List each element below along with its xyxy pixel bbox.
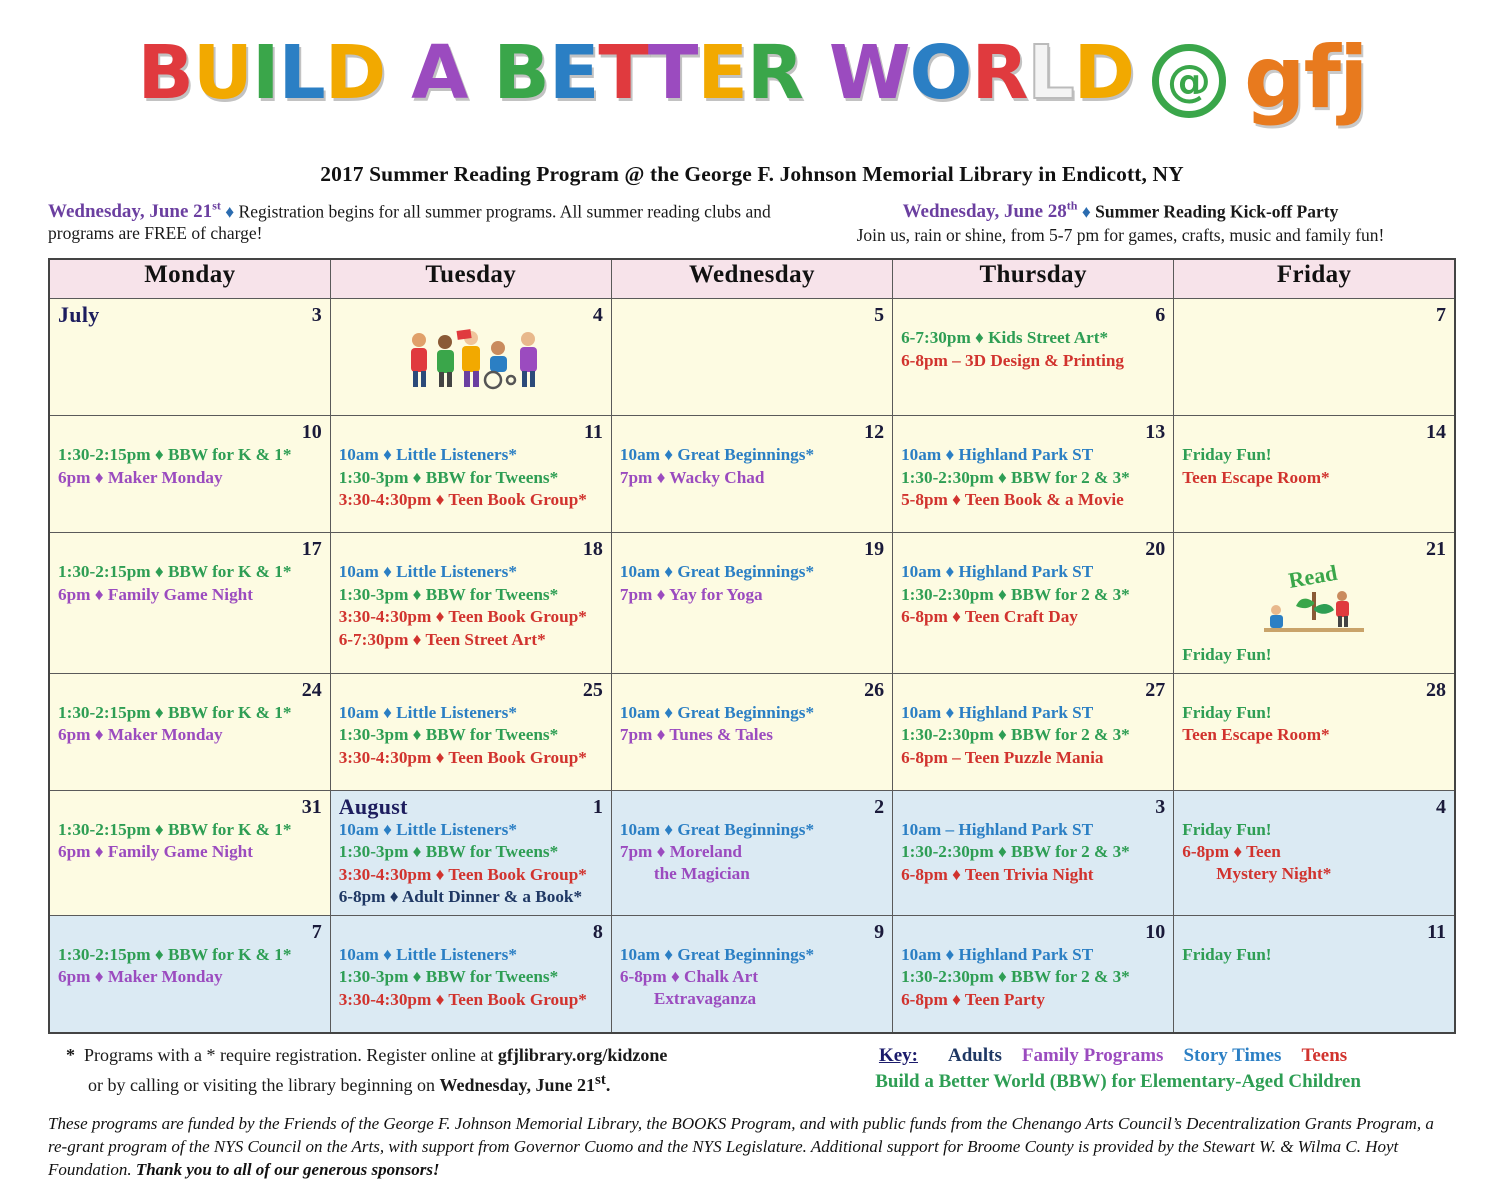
day-header [620, 796, 884, 818]
banner-letter-l-18: L [1027, 30, 1074, 116]
library-website-link[interactable]: gfjlibrary.org/kidzone [497, 1044, 668, 1065]
calendar-event: 1:30-3pm ♦ BBW for Tweens* [338, 725, 559, 745]
banner-letter-t-11: T [647, 30, 698, 116]
note-registration [48, 199, 785, 246]
calendar-day-4[interactable] [1174, 790, 1455, 915]
key-row-2: Build a Better World (BBW) for Elementary-Aged Children [875, 1070, 1361, 1092]
calendar-event: 6-8pm – 3D Design & Printing [901, 350, 1125, 370]
banner-letter-w-15: W [828, 30, 910, 116]
calendar-week-row [49, 915, 1455, 1033]
calendar-event: 1:30-3pm ♦ BBW for Tweens* [338, 842, 559, 862]
day-header [58, 421, 322, 443]
calendar-event: 3:30-4:30pm ♦ Teen Book Group* [338, 490, 587, 510]
calendar-event: 6pm ♦ Maker Monday [58, 467, 223, 487]
day-header [1182, 921, 1446, 943]
calendar-event: 1:30-2:15pm ♦ BBW for K & 1* [58, 445, 292, 465]
calendar-header-thursday: Thursday [893, 259, 1174, 299]
day-header [901, 679, 1165, 701]
diamond-icon: ♦ [225, 201, 235, 222]
calendar-event: Friday Fun! [1182, 702, 1272, 722]
calendar-day-12[interactable] [611, 416, 892, 533]
calendar-event: 7pm ♦ Yay for Yoga [619, 584, 763, 604]
day-header [338, 793, 603, 819]
registration-note [48, 1043, 780, 1098]
day-header [620, 304, 884, 326]
page-subtitle: 2017 Summer Reading Program @ the George F. Johnson Memorial Library in Endicott, NY [320, 162, 1184, 186]
day-number: 14 [1426, 421, 1446, 444]
calendar-event: Teen Escape Room* [1182, 467, 1330, 487]
banner-letter-r-17: R [971, 30, 1028, 116]
calendar-event: 6pm ♦ Maker Monday [58, 967, 223, 987]
footer-area [48, 1043, 1456, 1098]
day-number: 11 [1427, 920, 1446, 943]
day-header [339, 304, 603, 326]
note-kickoff-text: Join us, rain or shine, from 5-7 pm for games, crafts, music and family fun! [856, 225, 1385, 246]
funding-text: These programs are funded by the Friends of the George F. Johnson Memorial Library, the BOOKS Program, and with public funds from the Chenango Arts Council’s Decentralization Grants Program, a re-grant program of the NYS Council on the Arts, with support from Governor Cuomo and the NYS Legislature. Additional support for Broome County is provided by the Stewart W. & Wilma C. Hoyt Foundation. [48, 1113, 1434, 1179]
day-number: 26 [864, 678, 885, 701]
registration-note-line1: * Programs with a * require registration. Register online at gfjlibrary.org/kidzone [66, 1044, 668, 1065]
people-illustration-icon [339, 326, 603, 395]
calendar-event: 6-8pm ♦ Chalk Art Extravaganza [619, 967, 759, 1008]
calendar-header-monday: Monday [49, 259, 330, 299]
calendar-event: 7pm ♦ Tunes & Tales [619, 725, 773, 745]
calendar-event: 10am ♦ Highland Park ST [901, 445, 1094, 465]
calendar-day-7[interactable] [1174, 299, 1455, 416]
banner-letter-a-6: A [411, 30, 468, 116]
day-number: 6 [1155, 304, 1166, 327]
calendar-event: 6-8pm ♦ Adult Dinner & a Book* [338, 887, 583, 907]
calendar-event: 10am ♦ Highland Park ST [901, 562, 1094, 582]
day-header [1182, 421, 1446, 443]
day-number: 25 [582, 678, 603, 701]
day-number: 28 [1426, 678, 1446, 701]
calendar-event: 10am ♦ Great Beginnings* [619, 702, 815, 722]
calendar-event: 6-8pm ♦ Teen Party [901, 989, 1045, 1009]
calendar-event: 10am ♦ Great Beginnings* [619, 562, 815, 582]
calendar-header-row [49, 259, 1455, 299]
calendar-week-row [49, 790, 1455, 915]
calendar-day-7[interactable] [49, 915, 330, 1033]
calendar-day-20[interactable] [893, 533, 1174, 674]
calendar-day-17[interactable] [49, 533, 330, 674]
day-number: 19 [864, 538, 885, 561]
day-number: 1 [592, 795, 603, 818]
thank-you-text: Thank you to all of our generous sponsors! [135, 1159, 440, 1179]
calendar-day-5[interactable] [611, 299, 892, 416]
banner-letter-e-12: E [697, 30, 747, 116]
day-number: 17 [301, 538, 322, 561]
calendar-header-wednesday: Wednesday [611, 259, 892, 299]
banner-letter-b-0: B [137, 30, 193, 116]
key-label: Key: [878, 1044, 918, 1066]
note-kickoff-date: Wednesday, June 28th [902, 199, 1078, 223]
calendar-event: 6-8pm ♦ Teen Mystery Night* [1182, 842, 1332, 883]
day-header [620, 679, 884, 701]
key-item-adults: Adults [947, 1044, 1002, 1066]
day-number: 27 [1145, 678, 1166, 701]
calendar-day-27[interactable] [893, 673, 1174, 790]
day-header [620, 921, 884, 943]
day-number: 7 [311, 920, 322, 943]
calendar-event: 1:30-3pm ♦ BBW for Tweens* [338, 467, 559, 487]
calendar-event: 6-8pm ♦ Teen Trivia Night [901, 864, 1094, 884]
calendar-table [48, 258, 1456, 1034]
read-tree-illustration-icon [1182, 560, 1446, 643]
calendar-event: 1:30-2:15pm ♦ BBW for K & 1* [58, 819, 292, 839]
month-label: August [338, 793, 408, 819]
calendar-event: 1:30-3pm ♦ BBW for Tweens* [338, 967, 559, 987]
day-header [901, 421, 1165, 443]
day-header [901, 538, 1165, 560]
calendar-day-14[interactable] [1174, 416, 1455, 533]
banner-letter-o-16: O [909, 30, 972, 116]
day-number: 12 [864, 421, 885, 444]
svg-text:Read: Read [1286, 562, 1340, 594]
banner-letter-t-10: T [598, 30, 648, 116]
day-number: 20 [1145, 538, 1166, 561]
banner-letter-b-8: B [493, 30, 549, 116]
calendar-day-2[interactable] [611, 790, 892, 915]
calendar-body [49, 299, 1455, 1033]
calendar-event: 6pm ♦ Family Game Night [58, 584, 253, 604]
at-sign-icon: @ [1152, 44, 1226, 118]
calendar-header-tuesday: Tuesday [330, 259, 611, 299]
calendar-week-row [49, 533, 1455, 674]
calendar-event: 10am ♦ Little Listeners* [338, 562, 517, 582]
day-number: 8 [592, 920, 603, 943]
calendar-event: Friday Fun! [1182, 645, 1272, 665]
calendar-day-1[interactable] [330, 790, 611, 915]
key-item-family-programs: Family Programs [1021, 1044, 1164, 1066]
day-number: 18 [582, 538, 603, 561]
gfj-logo: gfj [1244, 28, 1367, 128]
day-number: 5 [874, 304, 885, 327]
banner-letter-u-1: U [192, 30, 252, 116]
key-item-teens: Teens [1301, 1044, 1348, 1066]
day-header [901, 304, 1165, 326]
note-kickoff [785, 199, 1456, 246]
day-header [58, 538, 322, 560]
calendar-event: 1:30-2:30pm ♦ BBW for 2 & 3* [901, 725, 1130, 745]
calendar-day-31[interactable] [49, 790, 330, 915]
calendar-event: 6-8pm – Teen Puzzle Mania [901, 747, 1104, 767]
note-registration-text: Registration begins for all summer programs. All summer reading clubs and programs are FREE of charge! [48, 201, 771, 244]
calendar-event: 3:30-4:30pm ♦ Teen Book Group* [338, 864, 587, 884]
calendar-event: 10am ♦ Great Beginnings* [619, 445, 815, 465]
day-header [339, 538, 603, 560]
day-header [1182, 538, 1446, 560]
banner-letters [138, 30, 1135, 116]
month-label: July [58, 302, 100, 328]
day-header [58, 921, 322, 943]
calendar-event: 6-7:30pm ♦ Teen Street Art* [338, 629, 546, 649]
day-header [1182, 796, 1446, 818]
calendar-day-6[interactable] [893, 299, 1174, 416]
calendar-day-10[interactable] [893, 915, 1174, 1033]
registration-note-line2: or by calling or visiting the library beginning on Wednesday, June 21st. [88, 1071, 611, 1095]
day-number: 11 [583, 421, 603, 444]
day-header [620, 421, 884, 443]
calendar-week-row [49, 299, 1455, 416]
day-header [1182, 679, 1446, 701]
key-row-1 [780, 1043, 1456, 1069]
note-kickoff-headline: Summer Reading Kick-off Party [1095, 201, 1339, 222]
calendar-event: 1:30-2:30pm ♦ BBW for 2 & 3* [901, 842, 1130, 862]
banner-letter-i-2: I [252, 30, 279, 116]
calendar-event: 3:30-4:30pm ♦ Teen Book Group* [338, 747, 587, 767]
calendar-event: 7pm ♦ Moreland the Magician [619, 842, 750, 883]
calendar-event: 10am ♦ Great Beginnings* [619, 819, 815, 839]
asterisk-icon: * [66, 1044, 75, 1065]
calendar-day-28[interactable] [1174, 673, 1455, 790]
day-number: 9 [874, 920, 885, 943]
calendar-event: 10am ♦ Great Beginnings* [619, 944, 815, 964]
calendar-day-11[interactable] [330, 416, 611, 533]
calendar-event: 5-8pm ♦ Teen Book & a Movie [901, 490, 1124, 510]
calendar-event: 6pm ♦ Family Game Night [58, 842, 253, 862]
calendar-event: 10am – Highland Park ST [901, 819, 1094, 839]
calendar-event: Friday Fun! [1182, 819, 1272, 839]
calendar-event: 7pm ♦ Wacky Chad [619, 467, 765, 487]
calendar-day-19[interactable] [611, 533, 892, 674]
calendar-event: 6-7:30pm ♦ Kids Street Art* [901, 328, 1109, 348]
calendar-event: Teen Escape Room* [1182, 725, 1330, 745]
key-item-story-times: Story Times [1183, 1044, 1282, 1066]
note-registration-date: Wednesday, June 21st [48, 199, 221, 223]
day-number: 21 [1426, 538, 1446, 561]
calendar-event: 1:30-2:30pm ♦ BBW for 2 & 3* [901, 467, 1130, 487]
calendar-event: 10am ♦ Highland Park ST [901, 702, 1094, 722]
calendar-event: 10am ♦ Little Listeners* [338, 445, 517, 465]
day-number: 10 [301, 421, 322, 444]
calendar-event: 1:30-2:15pm ♦ BBW for K & 1* [58, 702, 292, 722]
day-number: 2 [874, 795, 885, 818]
title-banner [48, 30, 1456, 158]
calendar-event: 1:30-2:30pm ♦ BBW for 2 & 3* [901, 584, 1130, 604]
calendar-event: 1:30-2:30pm ♦ BBW for 2 & 3* [901, 967, 1130, 987]
calendar-day-18[interactable] [330, 533, 611, 674]
intro-notes [48, 199, 1456, 246]
day-number: 13 [1145, 421, 1166, 444]
day-number: 3 [1155, 795, 1166, 818]
day-number: 3 [311, 304, 322, 327]
calendar-day-9[interactable] [611, 915, 892, 1033]
calendar-event: 3:30-4:30pm ♦ Teen Book Group* [338, 607, 587, 627]
calendar-day-3[interactable] [49, 299, 330, 416]
day-header [901, 921, 1165, 943]
calendar-event: 10am ♦ Little Listeners* [338, 819, 517, 839]
day-header [58, 304, 322, 326]
calendar-day-13[interactable] [893, 416, 1174, 533]
calendar-header-friday: Friday [1174, 259, 1455, 299]
calendar-week-row [49, 416, 1455, 533]
day-header [620, 538, 884, 560]
day-header [339, 921, 603, 943]
calendar-week-row [49, 673, 1455, 790]
diamond-icon: ♦ [1081, 201, 1091, 222]
calendar-day-4[interactable] [330, 299, 611, 416]
calendar-event: 10am ♦ Highland Park ST [901, 944, 1094, 964]
day-number: 10 [1145, 920, 1166, 943]
banner-letter-r-13: R [746, 30, 803, 116]
funding-fineprint [48, 1112, 1456, 1181]
banner-letter-d-19: D [1073, 30, 1135, 116]
calendar-day-24[interactable] [49, 673, 330, 790]
calendar-event: 6-8pm ♦ Teen Craft Day [901, 607, 1078, 627]
calendar-event: 10am ♦ Little Listeners* [338, 944, 517, 964]
day-header [339, 679, 603, 701]
day-header [339, 421, 603, 443]
calendar-day-26[interactable] [611, 673, 892, 790]
flyer-page [0, 30, 1504, 1192]
calendar-day-21[interactable] [1174, 533, 1455, 674]
calendar-event: 1:30-2:15pm ♦ BBW for K & 1* [58, 944, 292, 964]
day-number: 4 [592, 304, 603, 327]
color-key [780, 1043, 1456, 1098]
day-number: 31 [301, 795, 322, 818]
day-header [58, 796, 322, 818]
calendar-day-11[interactable] [1174, 915, 1455, 1033]
calendar-event: 1:30-3pm ♦ BBW for Tweens* [338, 584, 559, 604]
banner-letter-e-9: E [548, 30, 599, 116]
calendar-day-8[interactable] [330, 915, 611, 1033]
day-header [1182, 304, 1446, 326]
day-number: 24 [301, 678, 322, 701]
day-header [901, 796, 1165, 818]
banner-letter-l-3: L [278, 30, 325, 116]
calendar-day-10[interactable] [49, 416, 330, 533]
calendar-day-25[interactable] [330, 673, 611, 790]
day-number: 7 [1436, 304, 1446, 327]
calendar-event: 1:30-2:15pm ♦ BBW for K & 1* [58, 562, 292, 582]
calendar-day-3[interactable] [893, 790, 1174, 915]
calendar-event: Friday Fun! [1182, 445, 1272, 465]
calendar-event: Friday Fun! [1182, 944, 1272, 964]
day-number: 4 [1436, 795, 1446, 818]
calendar-event: 3:30-4:30pm ♦ Teen Book Group* [338, 989, 587, 1009]
day-header [58, 679, 322, 701]
banner-letter-d-4: D [324, 30, 386, 116]
calendar-event: 6pm ♦ Maker Monday [58, 725, 223, 745]
calendar-event: 10am ♦ Little Listeners* [338, 702, 517, 722]
